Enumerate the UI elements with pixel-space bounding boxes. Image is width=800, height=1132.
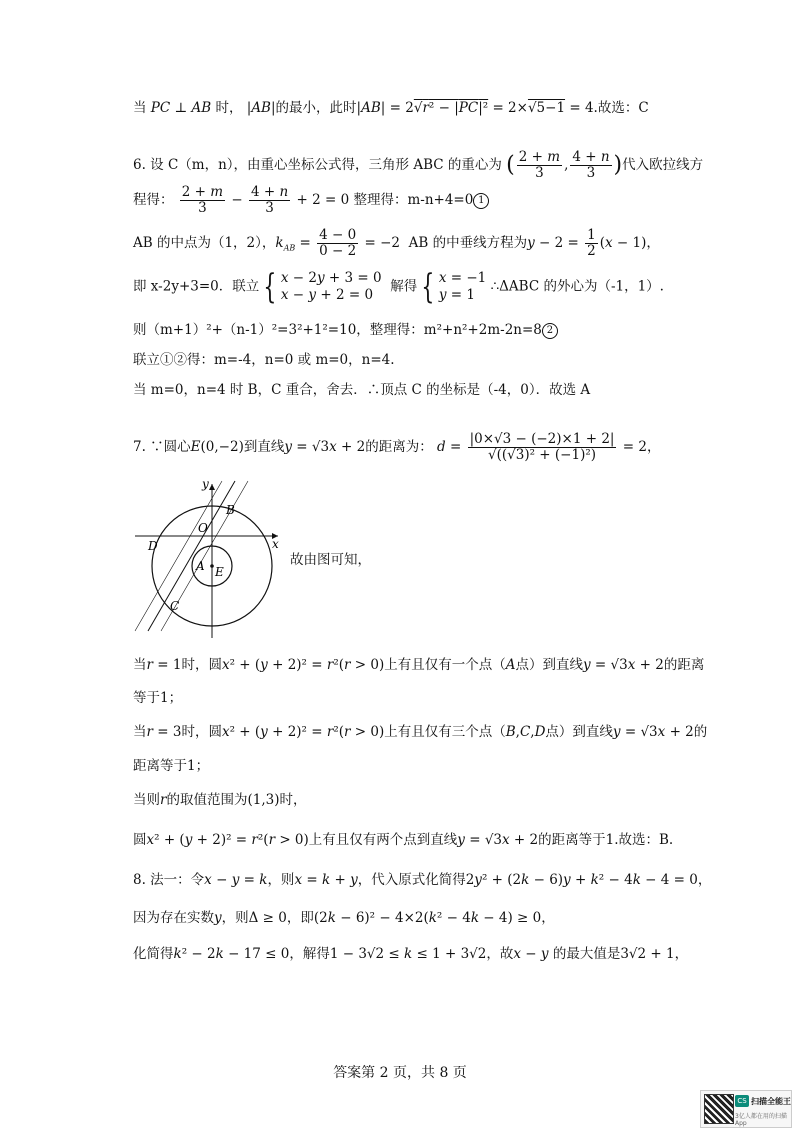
- qr-code-icon: [704, 1094, 734, 1124]
- figure-caption: 故由图可知，: [290, 552, 371, 568]
- line-q8-2: 因为存在实数y，则Δ ≥ 0，即(2k − 6)² − 4×2(k² − 4k − 4) ≥ 0，: [133, 910, 555, 926]
- line-q6-3: AB 的中点为（1，2），$k_{AB}$ = $\frac{4 - 0}{0 - 2}$ = −2 AB 的中垂线方程为y − 2 = $\frac{1}{2}$ (x − 1)，: [133, 227, 660, 259]
- line-q6-5: 则（m+1）²+（n-1）²=3²+1²=10，整理得：m²+n²+2m-2n=8 2: [133, 320, 558, 340]
- label-B: B: [226, 503, 235, 517]
- line-q5-conclusion: 当 PC ⊥ AB 时， |AB|的最小，此时|AB| = 2√r² − |PC|² = 2×√5−1 = 4.故选：C: [133, 100, 649, 116]
- label-x: x: [272, 537, 279, 551]
- line-q7-1: 7. ∵圆心E(0,−2)到直线y = √3x + 2的距离为： d = $\frac{|0\times√3 - (-2)\times 1 + 2|}{\text{√((√3)² + (−1)²)}}$ = 2，: [133, 431, 661, 463]
- label-E: E: [215, 565, 224, 579]
- cs-logo-icon: CS: [735, 1095, 749, 1107]
- label-y: y: [202, 477, 209, 491]
- line-q7-5: 距离等于1；: [133, 758, 210, 774]
- line-q7-6: 当则r的取值范围为(1,3)时，: [133, 792, 307, 808]
- scanner-watermark: [700, 1090, 792, 1128]
- page-footer: 答案第 2 页，共 8 页: [333, 1065, 467, 1081]
- line-q7-7: 圆x² + (y + 2)² = r²(r > 0)上有且仅有两个点到直线y = √3x + 2的距离等于1.故选：B.: [133, 832, 674, 848]
- line-q6-7: 当 m=0，n=4 时 B，C 重合，舍去．∴顶点 C 的坐标是（-4，0）．故选 A: [133, 382, 591, 398]
- label-C: C: [170, 599, 180, 613]
- line-q8-1: 8. 法一：令x − y = k，则x = k + y，代入原式化简得2y² + (2k − 6)y + k² − 4k − 4 = 0，: [133, 872, 712, 888]
- label-O: O: [198, 521, 208, 535]
- line-q7-2: 当r = 1时，圆x² + (y + 2)² = r²(r > 0)上有且仅有一个点（A点）到直线y = √3x + 2的距离: [133, 657, 705, 673]
- line-q7-3: 等于1；: [133, 690, 183, 706]
- line-q6-6: 联立①②得：m=-4，n=0 或 m=0，n=4.: [133, 352, 395, 368]
- line-q7-4: 当r = 3时，圆x² + (y + 2)² = r²(r > 0)上有且仅有三个点（B,C,D点）到直线y = √3x + 2的: [133, 724, 708, 740]
- line-q6-2: 程得： $\frac{2 + m}{3}$ − $\frac{4 + n}{3}$ + 2 = 0 整理得：m-n+4=0 1: [133, 185, 489, 216]
- line-q6-4: 即 x-2y+3=0．联立 { x − 2y + 3 = 0 x − y + 2 = 0 解得 { x = −1 y = 1 ∴ΔABC 的外心为（-1，1）.: [133, 267, 664, 307]
- circle-line-figure: [130, 476, 300, 640]
- badge-title: 扫描全能王: [751, 1097, 791, 1106]
- badge-subtitle: 3亿人都在用的扫描App: [735, 1113, 787, 1127]
- line-l1: [148, 481, 235, 631]
- circled-one: 1: [473, 193, 489, 209]
- label-A: A: [196, 559, 205, 573]
- label-D: D: [148, 539, 158, 553]
- line-q6-1: 6. 设 C（m，n），由重心坐标公式得，三角形 ABC 的重心为 ( $\frac{2 + m}{3}$ , $\frac{4 + n}{3}$ )代入欧拉线方: [133, 149, 704, 181]
- line-q8-3: 化简得k² − 2k − 17 ≤ 0，解得1 − 3√2 ≤ k ≤ 1 + 3√2，故x − y 的最大值是3√2 + 1，: [133, 946, 689, 962]
- circled-two: 2: [542, 323, 558, 339]
